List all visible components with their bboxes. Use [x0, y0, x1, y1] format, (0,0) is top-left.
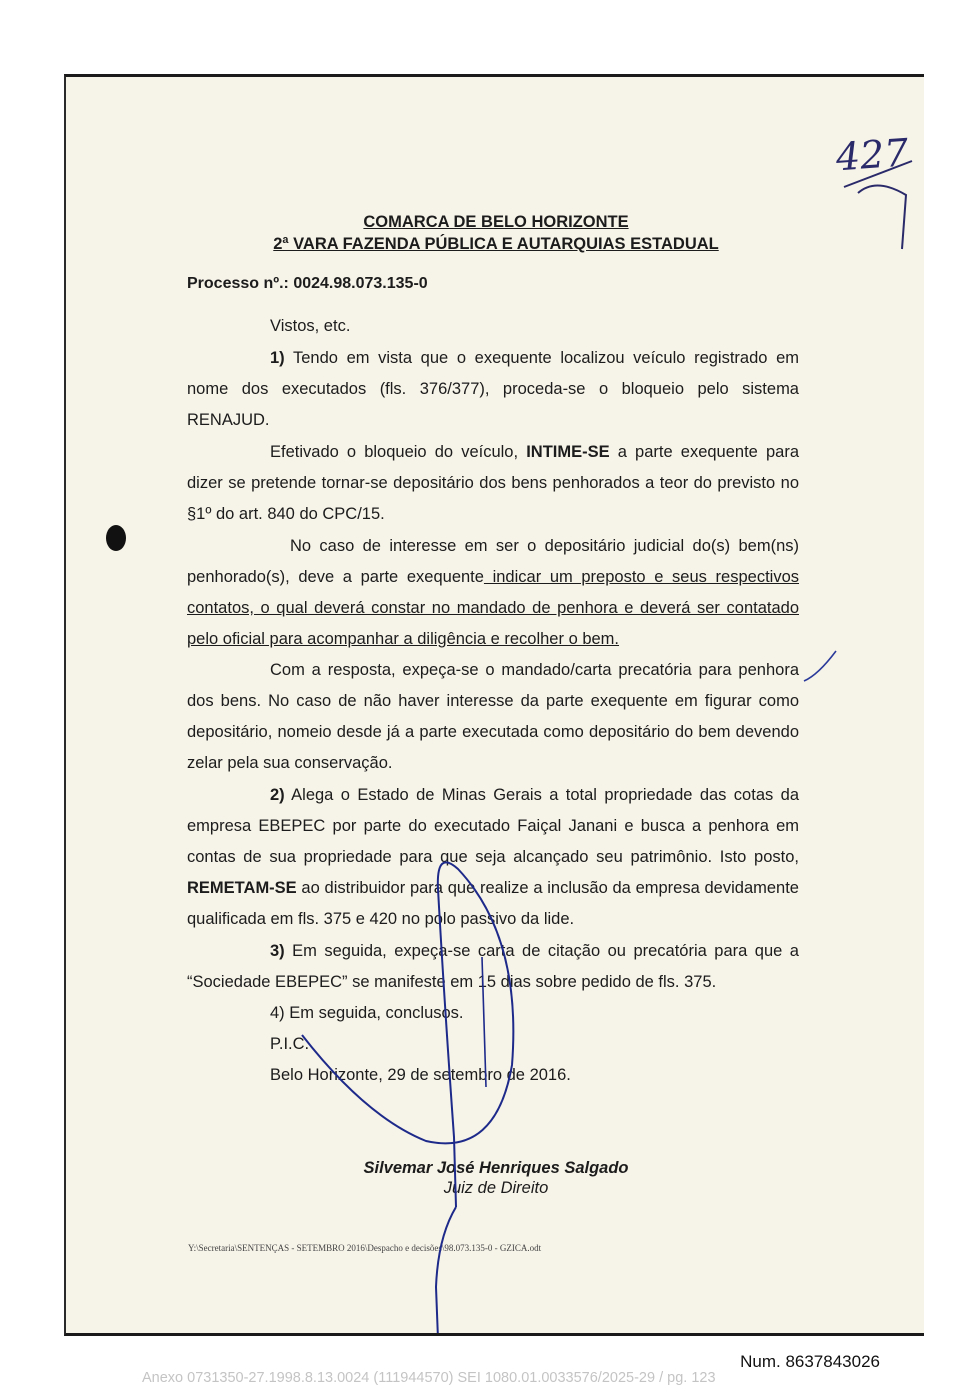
- court-name: COMARCA DE BELO HORIZONTE: [363, 213, 629, 231]
- paragraph-6-text: Em seguida, expeça-se carta de citação ou precatória para que a “Sociedade EBEPEC” se manifeste em 15 dias sobre pedido de fls. 375.: [187, 942, 799, 991]
- scanned-page: [64, 74, 924, 1336]
- paragraph-1: [187, 343, 799, 436]
- paragraph-3: [187, 531, 799, 655]
- annex-reference: Anexo 0731350-27.1998.8.13.0024 (111944570) SEI 1080.01.0033576/2025-29 / pg. 123: [142, 1370, 716, 1386]
- item-number-3: 3): [270, 942, 285, 960]
- process-number: Processo nº.: 0024.98.073.135-0: [187, 275, 428, 292]
- paragraph-2-post: a parte exequente para dizer se pretende tornar-se depositário dos bens penhorados a teor do previsto no §1º do art. 840 do CPC/15.: [187, 443, 799, 523]
- remetam-se-keyword: REMETAM-SE: [187, 879, 297, 897]
- paragraph-3-underlined: indicar um preposto e seus respectivos contatos, o qual deverá constar no mandado de penhora e deverá ser contatado pelo oficial para acompanhar a diligência e recolher o bem.: [187, 568, 799, 648]
- judge-name: Silvemar José Henriques Salgado: [363, 1159, 629, 1177]
- paragraph-5-post: ao distribuidor para que realize a inclusão da empresa devidamente qualificada em fls. 375 e 420 no polo passivo da lide.: [187, 879, 799, 928]
- punch-hole-mark: [106, 525, 126, 551]
- court-division: 2ª VARA FAZENDA PÚBLICA E AUTARQUIAS ESTADUAL: [273, 235, 719, 253]
- paragraph-4-text: Com a resposta, expeça-se o mandado/carta precatória para penhora dos bens. No caso de não haver interesse da parte exequente em figurar como depositário, nomeio desde já a parte executada como depositário do bem devendo zelar pela sua conservação.: [187, 661, 799, 772]
- paragraph-1-text: Tendo em vista que o exequente localizou veículo registrado em nome dos executados (fls. 376/377), proceda-se o bloqueio pelo sistema RENAJUD.: [187, 349, 799, 429]
- checkmark-icon: [804, 651, 836, 681]
- paragraph-5-pre: Alega o Estado de Minas Gerais a total propriedade das cotas da empresa EBEPEC por parte do executado Faiçal Janani e busca a penhora em contas de sua propriedade para que seja alcançado seu patrimônio. Isto posto,: [187, 786, 799, 866]
- paragraph-4: [187, 655, 799, 779]
- pic-line: P.I.C.: [270, 1035, 310, 1053]
- paragraph-2: [187, 437, 799, 530]
- paragraph-6: [187, 936, 799, 998]
- paragraph-3-pre: No caso de interesse em ser o depositário judicial do(s) bem(ns) penhorado(s), deve a parte exequente: [187, 537, 799, 586]
- signature-tail: [436, 1207, 456, 1336]
- item-number-1: 1): [270, 349, 285, 367]
- folio-number: 427: [834, 130, 910, 180]
- item-number-2: 2): [270, 786, 285, 804]
- folio-stroke: [844, 161, 912, 187]
- date-line: Belo Horizonte, 29 de setembro de 2016.: [270, 1066, 571, 1084]
- paragraph-5: [187, 780, 799, 935]
- paragraph-7: 4) Em seguida, conclusos.: [270, 1004, 464, 1022]
- file-path: Y:\Secretaria\SENTENÇAS - SETEMBRO 2016\Despacho e decisões\98.073.135-0 - GZICA.odt: [188, 1243, 542, 1253]
- judge-title: Juiz de Direito: [443, 1179, 549, 1197]
- vistos-line: Vistos, etc.: [270, 317, 351, 335]
- paragraph-2-pre: Efetivado o bloqueio do veículo,: [270, 443, 527, 461]
- document-number-stamp: Num. 8637843026: [740, 1352, 880, 1371]
- intime-se-keyword: INTIME-SE: [526, 443, 610, 461]
